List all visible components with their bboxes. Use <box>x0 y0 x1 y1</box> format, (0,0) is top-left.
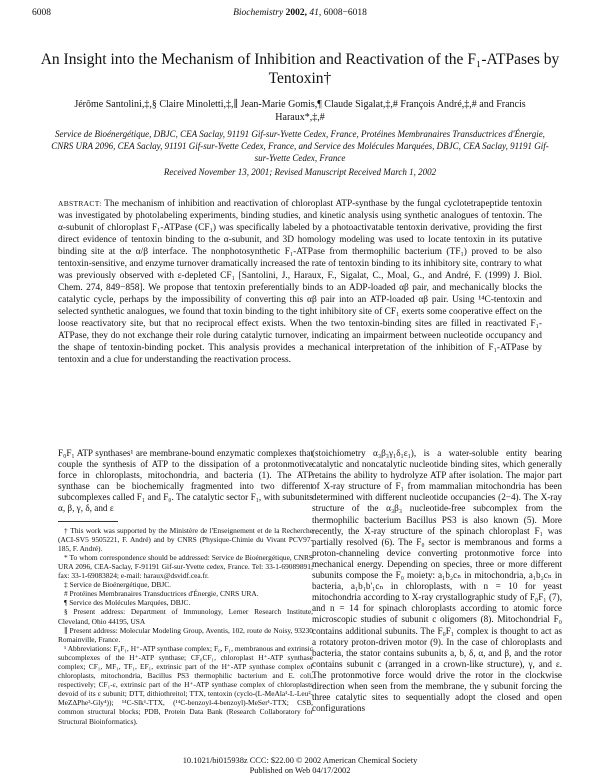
footnote-funding: † This work was supported by the Ministère de l'Enseignement et de la Recherche (ACI-SV5 9505221, F. André) and by CNRS (Physique-Chimie du Vivant PCV97-185, F. André). <box>58 525 313 553</box>
author-list: Jérôme Santolini,‡,§ Claire Minoletti,‡,∥ Jean-Marie Gomis,¶ Claude Sigalat,‡,# François André,‡,# and Francis Haraux*,‡,# <box>74 99 526 123</box>
intro-paragraph-right: (stoichiometry α₃β₃γ₁δ₁ε₁), is a water-soluble entity bearing catalytic and noncatalytic nucleotide binding sites, which generally retains the ability to hydrolyze ATP after isolation. The major part of X-ray structure of F₁ from mammalian mitochondria has been determined with different nucleotide occupancies (2−4). The X-ray structure of the α₃β₃ nucleotide-free subcomplex from the thermophilic bacterium Bacillus PS3 is also known (5). More recently, the X-ray structure of the spinach chloroplast F₁ was partially resolved (6). The F₀ sector is membranous and forms a proton-channeling device converting protonmotive force into mechanical energy. Depending on species, three or more different subunits compose the F₀ moiety: a₁b₂cₙ in mitochondria, a₁b₂cₙ in bacteria, a₁b₁b'₁cₙ in chloroplasts, with n = 10 for yeast mitochondria according to X-ray crystallographic study of F₀F₁ (7), and n = 14 for spinach chloroplasts according to atomic force microscopic studies of subunit c oligomers (8). Mitochondrial F₀ contains additional subunits. The F₀F₁ complex is thought to act as a rotatory proton-driven motor (9). In the case of chloroplasts and bacteria, the stator contains subunits a, b, δ, α, and β, and the rotor contains subunit c (arranged in a crown-like structure), γ, and ε. The protonmotive force would drive the rotor in the clockwise direction when seen from the membrane, the γ subunit forcing the three catalytic sites to sequentially adopt the closed and open configurations <box>312 448 562 714</box>
abstract-text: The mechanism of inhibition and reactivation of chloroplast ATP-synthase by the fungal cyclotetrapeptide tentoxin was investigated by photolabeling experiments, binding studies, and kinetic analysis using synthetic analogues of tentoxin. The α-subunit of chloroplast F₁-ATPase (CF₁) was specifically labeled by a photoactivatable tentoxin derivative, providing the first direct evidence of tentoxin binding to the α-subunit, and 3D homology modeling was used to locate tentoxin in its putative binding site at the α/β interface. The nonphotosynthetic F₁-ATPase from thermophilic bacterium (TF₁) proved to be also tentoxin-sensitive, and enzyme turnover dramatically increased the rate of tentoxin binding to its inhibitory site, contrary to what was previously observed with ε-depleted CF₁ [Santolini, J., Haraux, F., Sigalat, C., Moal, G., and André, F. (1999) J. Biol. Chem. 274, 849−858]. We propose that tentoxin preferentially binds to an ADP-loaded αβ pair, and mechanically blocks the catalytic cycle, perhaps by the impossibility of converting this αβ pair into an ATP-loaded αβ pair. Using ¹⁴C-tentoxin and selected synthetic analogues, we found that toxin binding to the tight inhibitory site of CF₁ exerts some cooperative effect on the loose reactivatory site, but that no reciprocal effect exists. When the two tentoxin-binding sites are filled in reactivated F₁-ATPase, they do not exchange their role during catalytic turnover, indicating an impairment between nucleotide occupancy and the shape of tentoxin-binding pocket. This analysis provides a mechanical interpretation of the inhibition of F₁-ATPase by tentoxin and a clue for understanding the reactivation process. <box>58 199 542 365</box>
footnote-divider <box>58 521 118 522</box>
doi-copyright: 10.1021/bi015938z CCC: $22.00 © 2002 American Chemical Society <box>182 756 418 765</box>
intro-paragraph-left: F₀F₁ ATP synthases¹ are membrane-bound enzymatic complexes that couple the synthesis of ATP to the dissipation of a protonmotive force in chloroplasts, mitochondria, and bacteria (1). The ATP synthase can be biochemically fragmented into two different subcomplexes called F₁ and F₀. The catalytic sector F₁, with subunits α, β, γ, δ, and ε <box>58 448 313 514</box>
abstract-label: ABSTRACT: <box>58 199 102 208</box>
journal-citation <box>32 8 568 18</box>
footnote-affil-2: # Protéines Membranaires Transductrices d'Énergie, CNRS URA. <box>64 589 259 599</box>
footnote-affil-1: ‡ Service de Bioénergétique, DBJC. <box>64 580 172 590</box>
paper-title: An Insight into the Mechanism of Inhibition and Reactivation of the F₁-ATPases by Tentoxin† <box>40 51 560 87</box>
journal-name: Biochemistry <box>233 8 284 18</box>
footnote-address-1: § Present address: Department of Immunology, Lerner Research Institute, Cleveland, Ohio 44195, USA <box>58 607 313 626</box>
journal-year: 2002, <box>285 8 307 18</box>
footnote-affil-3: ¶ Service des Molécules Marquées, DBJC. <box>64 598 191 608</box>
journal-pages: 6008−6018 <box>323 8 367 18</box>
left-column <box>58 448 313 726</box>
right-column <box>312 448 562 714</box>
footnote-address-2: ∥ Present address: Molecular Modeling Group, Aventis, 102, route de Noisy, 93230 Romainville, France. <box>58 625 313 644</box>
journal-volume: 41, <box>309 8 322 18</box>
received-dates: Received November 13, 2001; Revised Manuscript Received March 1, 2002 <box>163 167 437 177</box>
abstract <box>58 198 542 366</box>
footnote-abbreviations: ¹ Abbreviations: F₀F₁, H⁺-ATP synthase complex; F₀, F₁, membranous and extrinsic subcomplexes of the H⁺-ATP synthase; CF₀CF₁, chloroplast H⁺-ATP synthase complex; CF₁, MF₁, TF₁, EF₁, extrinsic part of the H⁺-ATP synthase complex of chloroplasts, mitochondria, Bacillus PS3 thermophilic bacterium and E. coli, respectively; CF₁-ε, extrinsic part of the H⁺-ATP synthase complex of chloroplasts devoid of its ε subunit; DTT, dithiothreitol; TTX, tentoxin (cyclo-(L-MeAla¹-L-Leu²-MeZΔPhe³-Gly⁴)); ¹⁴C-Slk¹-TTX, (¹⁴C-benzoyl-4-benzoyl)-MeSer¹-TTX; CSB, common structural blocks; PDB, Protein Data Bank (Research Collaboratory for Structural Bioinformatics). <box>58 643 313 726</box>
running-header <box>32 8 568 22</box>
affiliations: Service de Bioénergétique, DBJC, CEA Saclay, 91191 Gif-sur-Yvette Cedex, France, Protéines Membranaires Transductrices d'Énergie, CNRS URA 2096, CEA Saclay, 91191 Gif-sur-Yvette Cedex, France, and Service des Molécules Marquées, DBJC, CEA Saclay, 91191 Gif-sur-Yvette Cedex, France <box>51 129 549 163</box>
footnote-correspondence: * To whom correspondence should be addressed: Service de Bioénergétique, CNRS URA 2096, CEA-Saclay, F-91191 Gif-sur-Yvette cedex, France. Tel: 33-1-69089891; fax: 33-1-69083824; e-mail: haraux@dsvidf.cea.fr. <box>58 552 313 581</box>
publication-date: Published on Web 04/17/2002 <box>249 766 351 775</box>
page-number: 6008 <box>32 8 51 18</box>
page-footer <box>0 756 600 776</box>
